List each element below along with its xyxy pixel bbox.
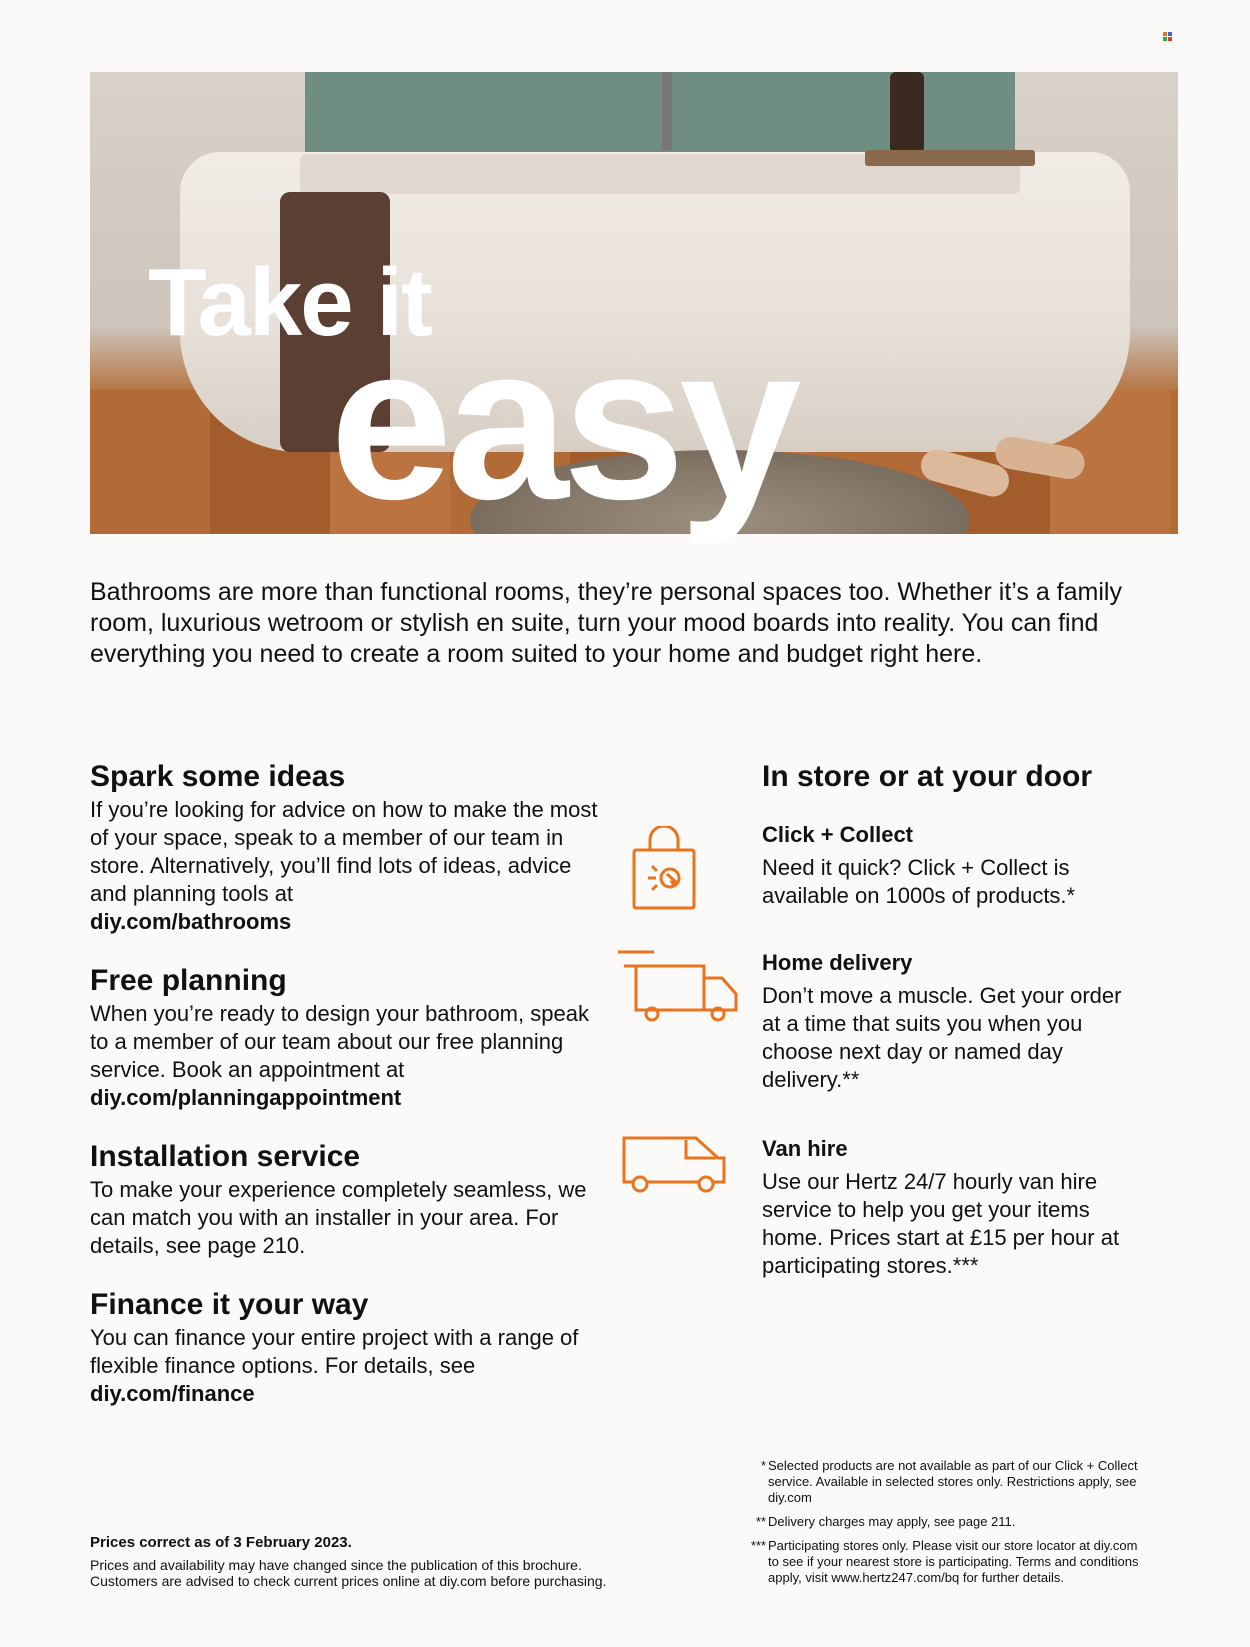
service-body: Use our Hertz 24/7 hourly van hire service to help you get your items home. Prices start at £15 per hour at participating stores.*** [762,1169,1120,1278]
section-installation [90,1138,610,1260]
disclaimer-text: Prices and availability may have changed since the publication of this brochure. Customers are advised to check current prices online at diy.com before purchasing. [90,1557,607,1589]
bathrooms-link[interactable]: diy.com/bathrooms [90,909,292,934]
intro-paragraph: Bathrooms are more than functional rooms, they’re personal spaces too. Whether it’s a family room, luxurious wetroom or stylish en suite, turn your mood boards into reality. You can find everything you need to create a room suited to your home and budget right here. [90,578,1122,668]
footnote-text: Delivery charges may apply, see page 211. [768,1514,1016,1529]
section-heading: Free planning [90,964,287,997]
hero-title-line2: easy [330,299,796,545]
delivery-truck-icon [614,948,744,1033]
van-icon [620,1134,730,1203]
service-body: Don’t move a muscle. Get your order at a time that suits you when you choose next day or named day delivery.** [762,983,1122,1092]
brand-logo-icon [1163,32,1172,41]
left-column [90,758,610,1408]
shopping-bag-icon [630,826,700,917]
section-heading: Installation service [90,1140,361,1173]
service-title: Click + Collect [762,822,914,847]
service-title: Van hire [762,1136,848,1161]
section-body: If you’re looking for advice on how to make the most of your space, speak to a member of our team in store. Alternatively, you’ll find lots of ideas, advice and planning tools at [90,797,598,906]
footnote [740,1538,1140,1586]
service-body: Need it quick? Click + Collect is available on 1000s of products.* [762,855,1076,908]
service-title: Home delivery [762,950,913,975]
section-spark-ideas [90,758,610,936]
footnote-text: Participating stores only. Please visit our store locator at diy.com to see if your nearest store is participating. Terms and conditions apply, visit www.hertz247.com/bq for further details. [768,1538,1139,1585]
section-heading: Spark some ideas [90,760,346,793]
right-heading: In store or at your door [762,760,1093,793]
section-body: When you’re ready to design your bathroom, speak to a member of our team about our free planning service. Book an appointment at [90,1001,589,1082]
section-heading: Finance it your way [90,1288,369,1321]
footnote-mark: * [760,1458,766,1473]
section-body: You can finance your entire project with a range of flexible finance options. For details, see [90,1325,579,1378]
section-free-planning [90,962,610,1112]
footnote [740,1514,1140,1530]
footnote-mark: ** [755,1514,766,1529]
section-finance [90,1286,610,1408]
hero-title-line1: Take it [148,249,431,356]
section-body: To make your experience completely seamless, we can match you with an installer in your area. For details, see page 210. [90,1177,587,1258]
footnote-text: Selected products are not available as part of our Click + Collect service. Available in selected stores only. Restrictions apply, see diy.com [768,1458,1138,1505]
footnote [740,1458,1140,1506]
bottle-graphic [890,72,924,150]
footnote-mark: *** [750,1538,766,1553]
planning-appointment-link[interactable]: diy.com/planningappointment [90,1085,402,1110]
prices-date: Prices correct as of 3 February 2023. [90,1534,352,1551]
footer-disclaimer [90,1535,650,1589]
faucet-graphic [662,72,672,150]
footnotes [740,1458,1140,1594]
finance-link[interactable]: diy.com/finance [90,1381,255,1406]
